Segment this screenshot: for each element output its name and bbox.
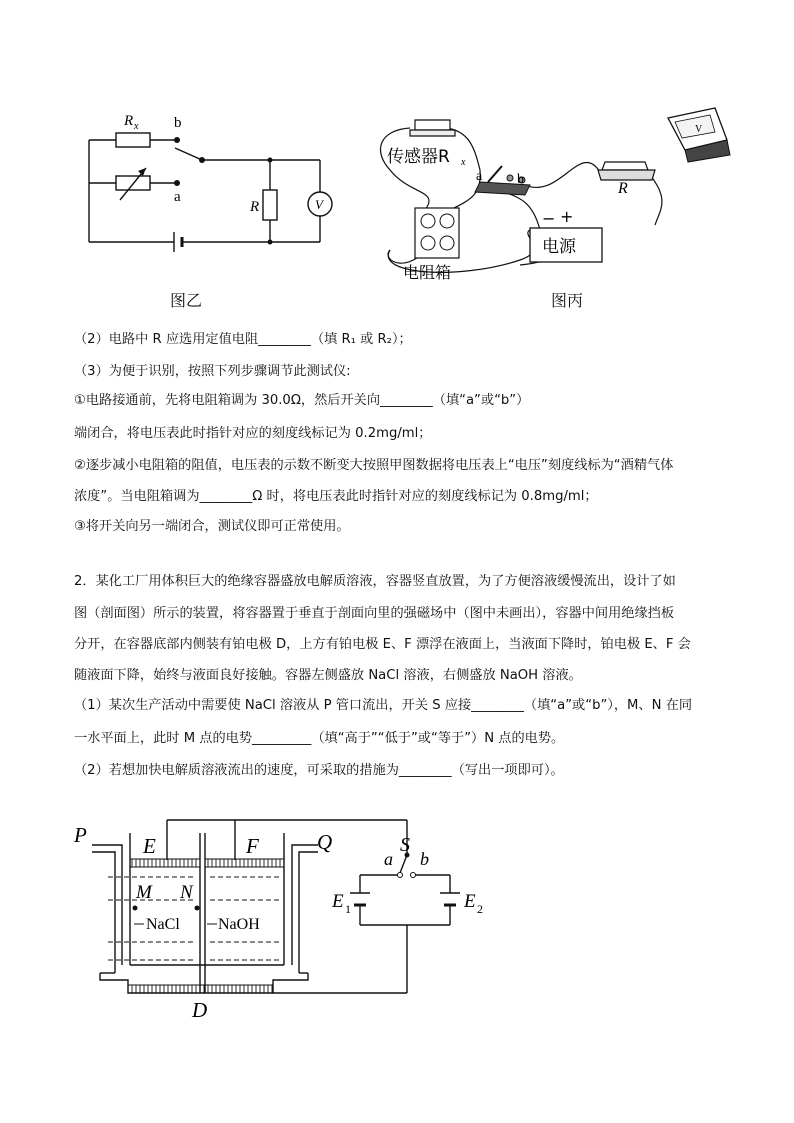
point-m-label: M [136,882,152,903]
sensor-subscript: x [461,157,466,168]
question-line: （2）电路中 R 应选用定值电阻________（填 R₁ 或 R₂）； [74,332,412,347]
question-line: 随液面下降，始终与液面良好接触。容器左侧盛放 NaCl 溶液，右侧盛放 NaOH 溶液。 [74,668,582,683]
pipe-q-label: Q [317,830,333,854]
figure-yi-caption: 图乙 [170,291,203,310]
question-line: （2）若想加快电解质溶液流出的速度，可采取的措施为________（写出一项即可）。 [74,763,564,778]
point-n-label: N [180,882,193,903]
figure-bing-caption: 图丙 [551,291,584,310]
naoh-label: NaOH [218,916,260,933]
question-line: ③将开关向另一端闭合，测试仪即可正常使用。 [74,519,350,534]
nacl-label: NaCl [146,916,180,933]
electrode-d-label: D [192,998,208,1022]
electrolysis-tank-diagram [70,815,500,1030]
terminal-b-label: b [174,115,182,131]
power-minus-label: − [542,209,556,228]
battery-e1-label: E [332,891,344,912]
question-line: （1）某次生产活动中需要使 NaCl 溶液从 P 管口流出，开关 S 应接________（填“a”或“b”），M、N 在同 [74,698,693,713]
question-line: 分开，在容器底部内侧装有铂电极 D，上方有铂电极 E、F 漂浮在液面上，当液面下降时，铂电极 E、F 会 [74,637,691,652]
switch-s-label: S [400,834,410,856]
resistor-r-label: R [618,180,628,197]
battery-e2-subscript: 2 [477,902,483,916]
battery-e1-subscript: 1 [345,902,351,916]
switch-a-label: a [476,169,483,184]
terminal-a-label: a [174,189,181,205]
question-line: 图（剖面图）所示的装置，将容器置于垂直于剖面向里的强磁场中（图中未画出），容器中间用绝缘挡板 [74,606,675,621]
circuit-diagram-yi [80,100,340,260]
electrode-e-label: E [143,834,156,858]
question-line: ①电路接通前，先将电阻箱调为 30.0Ω，然后开关向________（填“a”或“b”） [74,393,530,408]
wiring-diagram-bing [370,100,750,290]
rx-label: R [124,113,134,129]
question-line: 一水平面上，此时 M 点的电势_________（填“高于”“低于”或“等于”）N 点的电势。 [74,731,565,746]
pipe-p-label: P [74,823,87,847]
power-label: 电源 [542,237,576,257]
question-line: ②逐步减小电阻箱的阻值，电压表的示数不断变大按照甲图数据将电压表上“电压”刻度线标为“酒精气体 [74,458,674,473]
resistor-r-label: R [250,199,260,215]
electrode-f-label: F [246,834,259,858]
question-line: 浓度”。当电阻箱调为________Ω 时，将电压表此时指针对应的刻度线标记为 0.8mg/ml； [74,489,598,504]
question-line: 2．某化工厂用体积巨大的绝缘容器盛放电解质溶液，容器竖直放置，为了方便溶液缓慢流出，设计了如 [74,574,676,589]
resistance-box-label: 电阻箱 [403,263,452,282]
switch-a-label: a [384,849,393,869]
question-line: 端闭合，将电压表此时指针对应的刻度线标记为 0.2mg/ml； [74,426,432,441]
sensor-label: 传感器R [387,147,450,167]
voltmeter-label: V [695,124,703,135]
switch-b-label: b [420,849,429,869]
voltmeter-label: V [315,197,323,212]
battery-e2-label: E [464,891,476,912]
power-plus-label: + [560,207,574,226]
question-line: （3）为便于识别，按照下列步骤调节此测试仪: [74,364,351,379]
rx-subscript: x [134,121,139,132]
switch-b-label: b [517,172,524,187]
